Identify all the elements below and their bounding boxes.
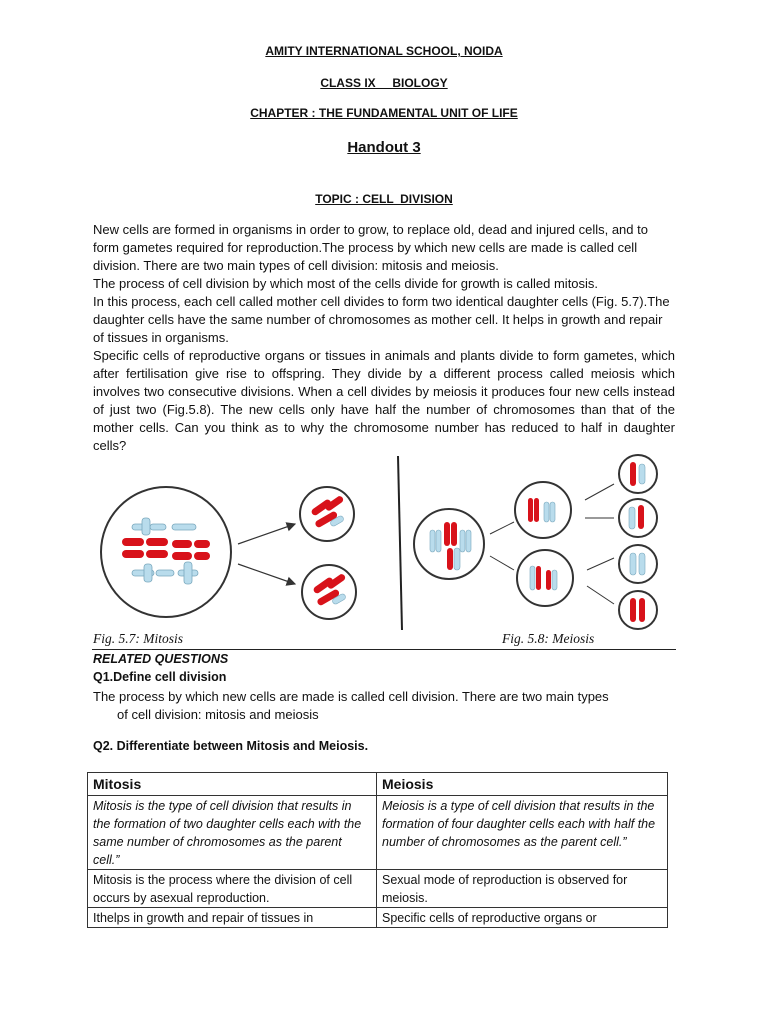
chapter-title: CHAPTER : THE FUNDAMENTAL UNIT OF LIFE <box>250 106 518 120</box>
question-2: Q2. Differentiate between Mitosis and Meiosis. <box>93 739 369 753</box>
mitosis-caption: Fig. 5.7: Mitosis <box>93 631 183 646</box>
intro-p2: The process of cell division by which most of the cells divide for growth is called mitosis. <box>93 276 599 291</box>
gamete-cell-4 <box>619 591 657 629</box>
table-cell: Ithelps in growth and repair of tissues in <box>88 908 377 928</box>
table-cell: Mitosis is the process where the division of cell occurs by asexual reproduction. <box>88 870 377 908</box>
daughter-cell-1 <box>300 487 354 541</box>
figure-divider <box>398 456 402 630</box>
meiosis-caption: Fig. 5.8: Meiosis <box>502 631 595 646</box>
handout-title: Handout 3 <box>347 139 421 156</box>
intermediate-cell-1 <box>515 482 571 538</box>
table-header-mitosis: Mitosis <box>88 773 377 796</box>
gamete-cell-2 <box>619 499 657 537</box>
gamete-cell-1 <box>619 455 657 493</box>
caption-rule <box>92 649 676 650</box>
topic-title: TOPIC : CELL DIVISION <box>315 192 453 206</box>
intro-p3: In this process, each cell called mother cell divides to form two identical daughter cells (Fig. 5.7).The daughter cells have the same number of chromosomes as mother cell. It helps in growth and repair of tissues in organisms. <box>93 294 670 345</box>
cell-division-figures <box>92 452 676 632</box>
intro-p4: Specific cells of reproductive organs or tissues in animals and plants divide to form gametes, which after fertilisation give rise to offspring. They divide by a different process called meiosis which involves two consecutive divisions. When a cell divides by meiosis it produces four new cells instead of just two (Fig.5.8). The new cells only have half the number of chromosomes than that of the mother cells. Can you think as to why the chromosome number has reduced to half in daughter cells? <box>93 348 675 453</box>
table-header-row <box>88 773 668 796</box>
answer-1-line-1: The process by which new cells are made is called cell division. There are two main types <box>93 689 609 704</box>
intro-paragraphs <box>93 221 675 347</box>
mitosis-diagram <box>101 487 356 619</box>
table-row <box>88 870 668 908</box>
class-subject: CLASS IX BIOLOGY <box>320 76 448 90</box>
table-cell: Meiosis is a type of cell division that results in the formation of four daughter cells each with half the number of chromosomes as the parent cell.” <box>377 796 668 870</box>
mitosis-meiosis-table <box>87 772 668 928</box>
answer-1 <box>93 688 673 724</box>
table-header-meiosis: Meiosis <box>377 773 668 796</box>
table-cell: Sexual mode of reproduction is observed for meiosis. <box>377 870 668 908</box>
table-cell: Specific cells of reproductive organs or <box>377 908 668 928</box>
table-row <box>88 908 668 928</box>
school-name: AMITY INTERNATIONAL SCHOOL, NOIDA <box>265 44 503 58</box>
table-row <box>88 796 668 870</box>
related-questions-heading: RELATED QUESTIONS <box>93 652 229 666</box>
question-1: Q1.Define cell division <box>93 670 227 684</box>
table-cell: Mitosis is the type of cell division that results in the formation of two daughter cells each with the same number of chromosomes as the parent cell.” <box>88 796 377 870</box>
intermediate-cell-2 <box>517 550 573 606</box>
gamete-cell-3 <box>619 545 657 583</box>
daughter-cell-2 <box>302 565 356 619</box>
intro-p1: New cells are formed in organisms in order to grow, to replace old, dead and injured cells, and to form gametes required for reproduction.The process by which new cells are made is called cell division. There are two main types of cell division: mitosis and meiosis. <box>93 222 648 273</box>
intro-meiosis-paragraph <box>93 347 675 455</box>
answer-1-line-2: of cell division: mitosis and meiosis <box>117 707 319 722</box>
meiosis-diagram <box>414 455 657 629</box>
